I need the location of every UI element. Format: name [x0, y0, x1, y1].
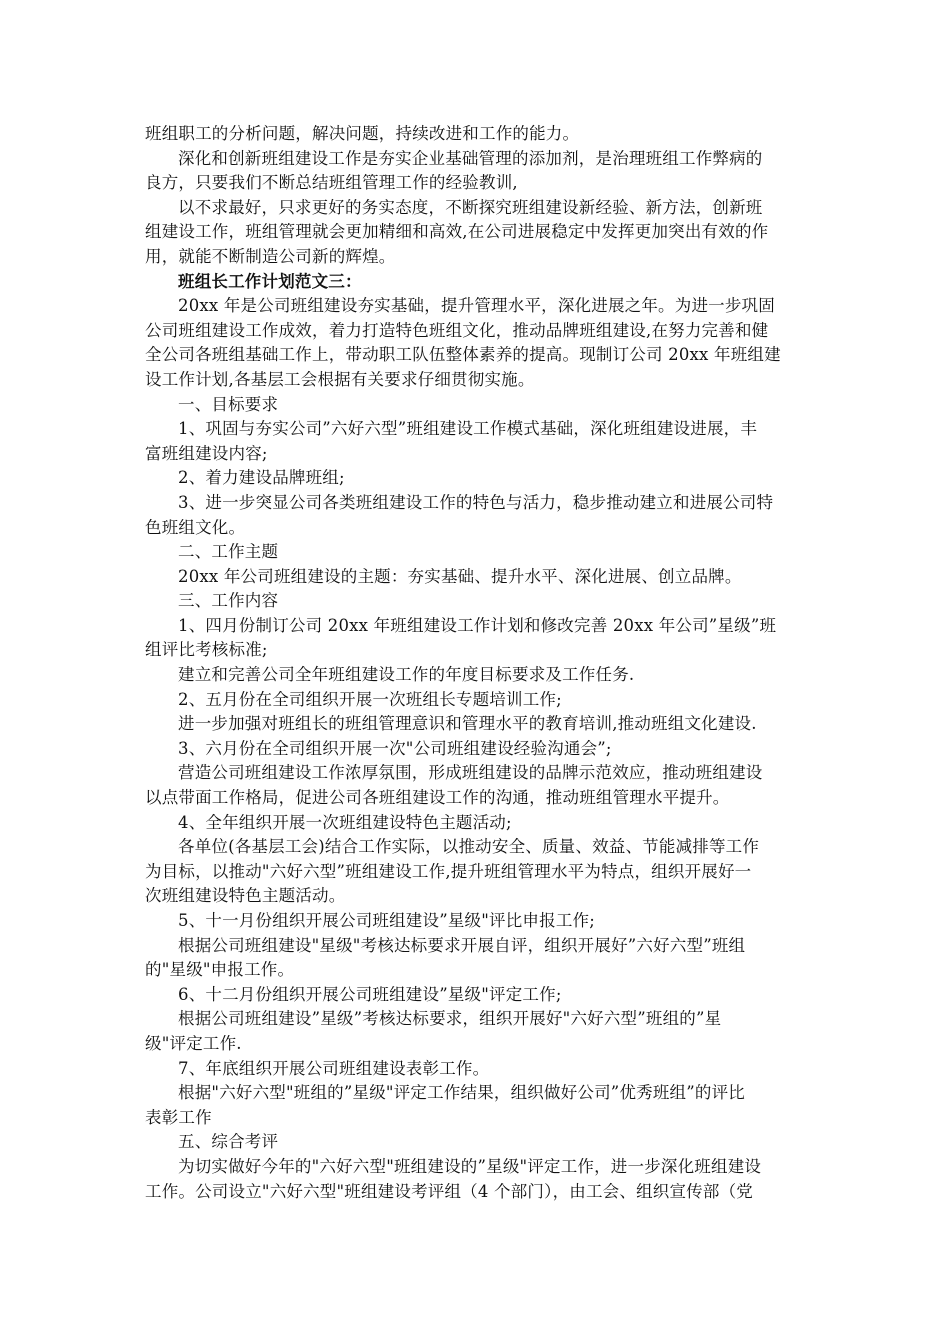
paragraph-line: 一、目标要求 — [178, 394, 279, 414]
paragraph-line: 表彰工作 — [145, 1107, 212, 1127]
paragraph-line: 的"星级"申报工作。 — [145, 960, 295, 980]
paragraph-line: 良方，只要我们不断总结班组管理工作的经验教训, — [145, 173, 518, 193]
paragraph-line: 组建设工作，班组管理就会更加精细和高效,在公司进展稳定中发挥更加突出有效的作 — [145, 222, 769, 242]
paragraph-line: 2、五月份在全司组织开展一次班组长专题培训工作; — [178, 689, 562, 709]
paragraph-line: 级"评定工作. — [145, 1033, 242, 1053]
paragraph-line: 根据"六好六型"班组的”星级"评定工作结果，组织做好公司”优秀班组”的评比 — [178, 1083, 745, 1103]
paragraph-line: 20xx 年公司班组建设的主题：夯实基础、提升水平、深化进展、创立品牌。 — [178, 566, 742, 586]
paragraph-line: 2、着力建设品牌班组; — [178, 468, 345, 488]
paragraph-line: 工作。公司设立"六好六型"班组建设考评组（4 个部门），由工会、组织宣传部（党 — [145, 1181, 753, 1201]
paragraph-line: 二、工作主题 — [178, 542, 279, 562]
paragraph-line: 建立和完善公司全年班组建设工作的年度目标要求及工作任务. — [178, 665, 635, 685]
paragraph-line: 1、四月份制订公司 20xx 年班组建设工作计划和修改完善 20xx 年公司”星级”班 — [178, 615, 777, 635]
document-page — [145, 122, 807, 1204]
paragraph-line: 组评比考核标准; — [145, 640, 268, 660]
paragraph-line: 富班组建设内容; — [145, 443, 268, 463]
paragraph-line: 以点带面工作格局，促进公司各班组建设工作的沟通，推动班组管理水平提升。 — [145, 788, 730, 808]
paragraph-line: 五、综合考评 — [178, 1132, 279, 1152]
paragraph-line: 7、年底组织开展公司班组建设表彰工作。 — [178, 1058, 490, 1078]
paragraph-line: 色班组文化。 — [145, 517, 246, 537]
section-heading: 班组长工作计划范文三： — [178, 271, 362, 291]
paragraph-line: 全公司各班组基础工作上，带动职工队伍整体素养的提高。现制订公司 20xx 年班组建 — [145, 345, 781, 365]
paragraph-line: 用，就能不断制造公司新的辉煌。 — [145, 246, 396, 266]
paragraph-line: 以不求最好，只求更好的务实态度，不断探究班组建设新经验、新方法，创新班 — [178, 197, 763, 217]
paragraph-line: 1、巩固与夯实公司”六好六型”班组建设工作模式基础，深化班组建设进展，丰 — [178, 419, 758, 439]
paragraph-line: 3、进一步突显公司各类班组建设工作的特色与活力，稳步推动建立和进展公司特 — [178, 492, 774, 512]
paragraph-line: 三、工作内容 — [178, 591, 279, 611]
paragraph-line: 4、全年组织开展一次班组建设特色主题活动; — [178, 812, 512, 832]
paragraph-line: 营造公司班组建设工作浓厚氛围，形成班组建设的品牌示范效应，推动班组建设 — [178, 763, 763, 783]
paragraph-line: 设工作计划,各基层工会根据有关要求仔细贯彻实施。 — [145, 369, 535, 389]
paragraph-line: 20xx 年是公司班组建设夯实基础，提升管理水平，深化进展之年。为进一步巩固 — [178, 296, 775, 316]
paragraph-line: 6、十二月份组织开展公司班组建设”星级"评定工作; — [178, 984, 562, 1004]
paragraph-line: 为目标，以推动"六好六型”班组建设工作,提升班组管理水平为特点，组织开展好一 — [145, 861, 752, 881]
paragraph-line: 3、六月份在全司组织开展一次"公司班组建设经验沟通会”; — [178, 738, 612, 758]
paragraph-line: 为切实做好今年的"六好六型"班组建设的”星级"评定工作，进一步深化班组建设 — [178, 1156, 762, 1176]
paragraph-line: 深化和创新班组建设工作是夯实企业基础管理的添加剂，是治理班组工作弊病的 — [178, 148, 763, 168]
paragraph-line: 次班组建设特色主题活动。 — [145, 886, 346, 906]
paragraph-line: 班组职工的分析问题，解决问题，持续改进和工作的能力。 — [145, 124, 580, 143]
paragraph-line: 公司班组建设工作成效，着力打造特色班组文化，推动品牌班组建设,在努力完善和健 — [145, 320, 769, 340]
paragraph-line: 根据公司班组建设"星级"考核达标要求开展自评，组织开展好”六好六型”班组 — [178, 935, 746, 955]
paragraph-line: 5、十一月份组织开展公司班组建设”星级"评比申报工作; — [178, 911, 595, 930]
paragraph-line: 各单位(各基层工会)结合工作实际，以推动安全、质量、效益、节能减排等工作 — [178, 837, 760, 857]
paragraph-line: 根据公司班组建设”星级”考核达标要求，组织开展好"六好六型”班组的”星 — [178, 1009, 722, 1029]
paragraph-line: 进一步加强对班组长的班组管理意识和管理水平的教育培训,推动班组文化建设. — [178, 714, 757, 734]
